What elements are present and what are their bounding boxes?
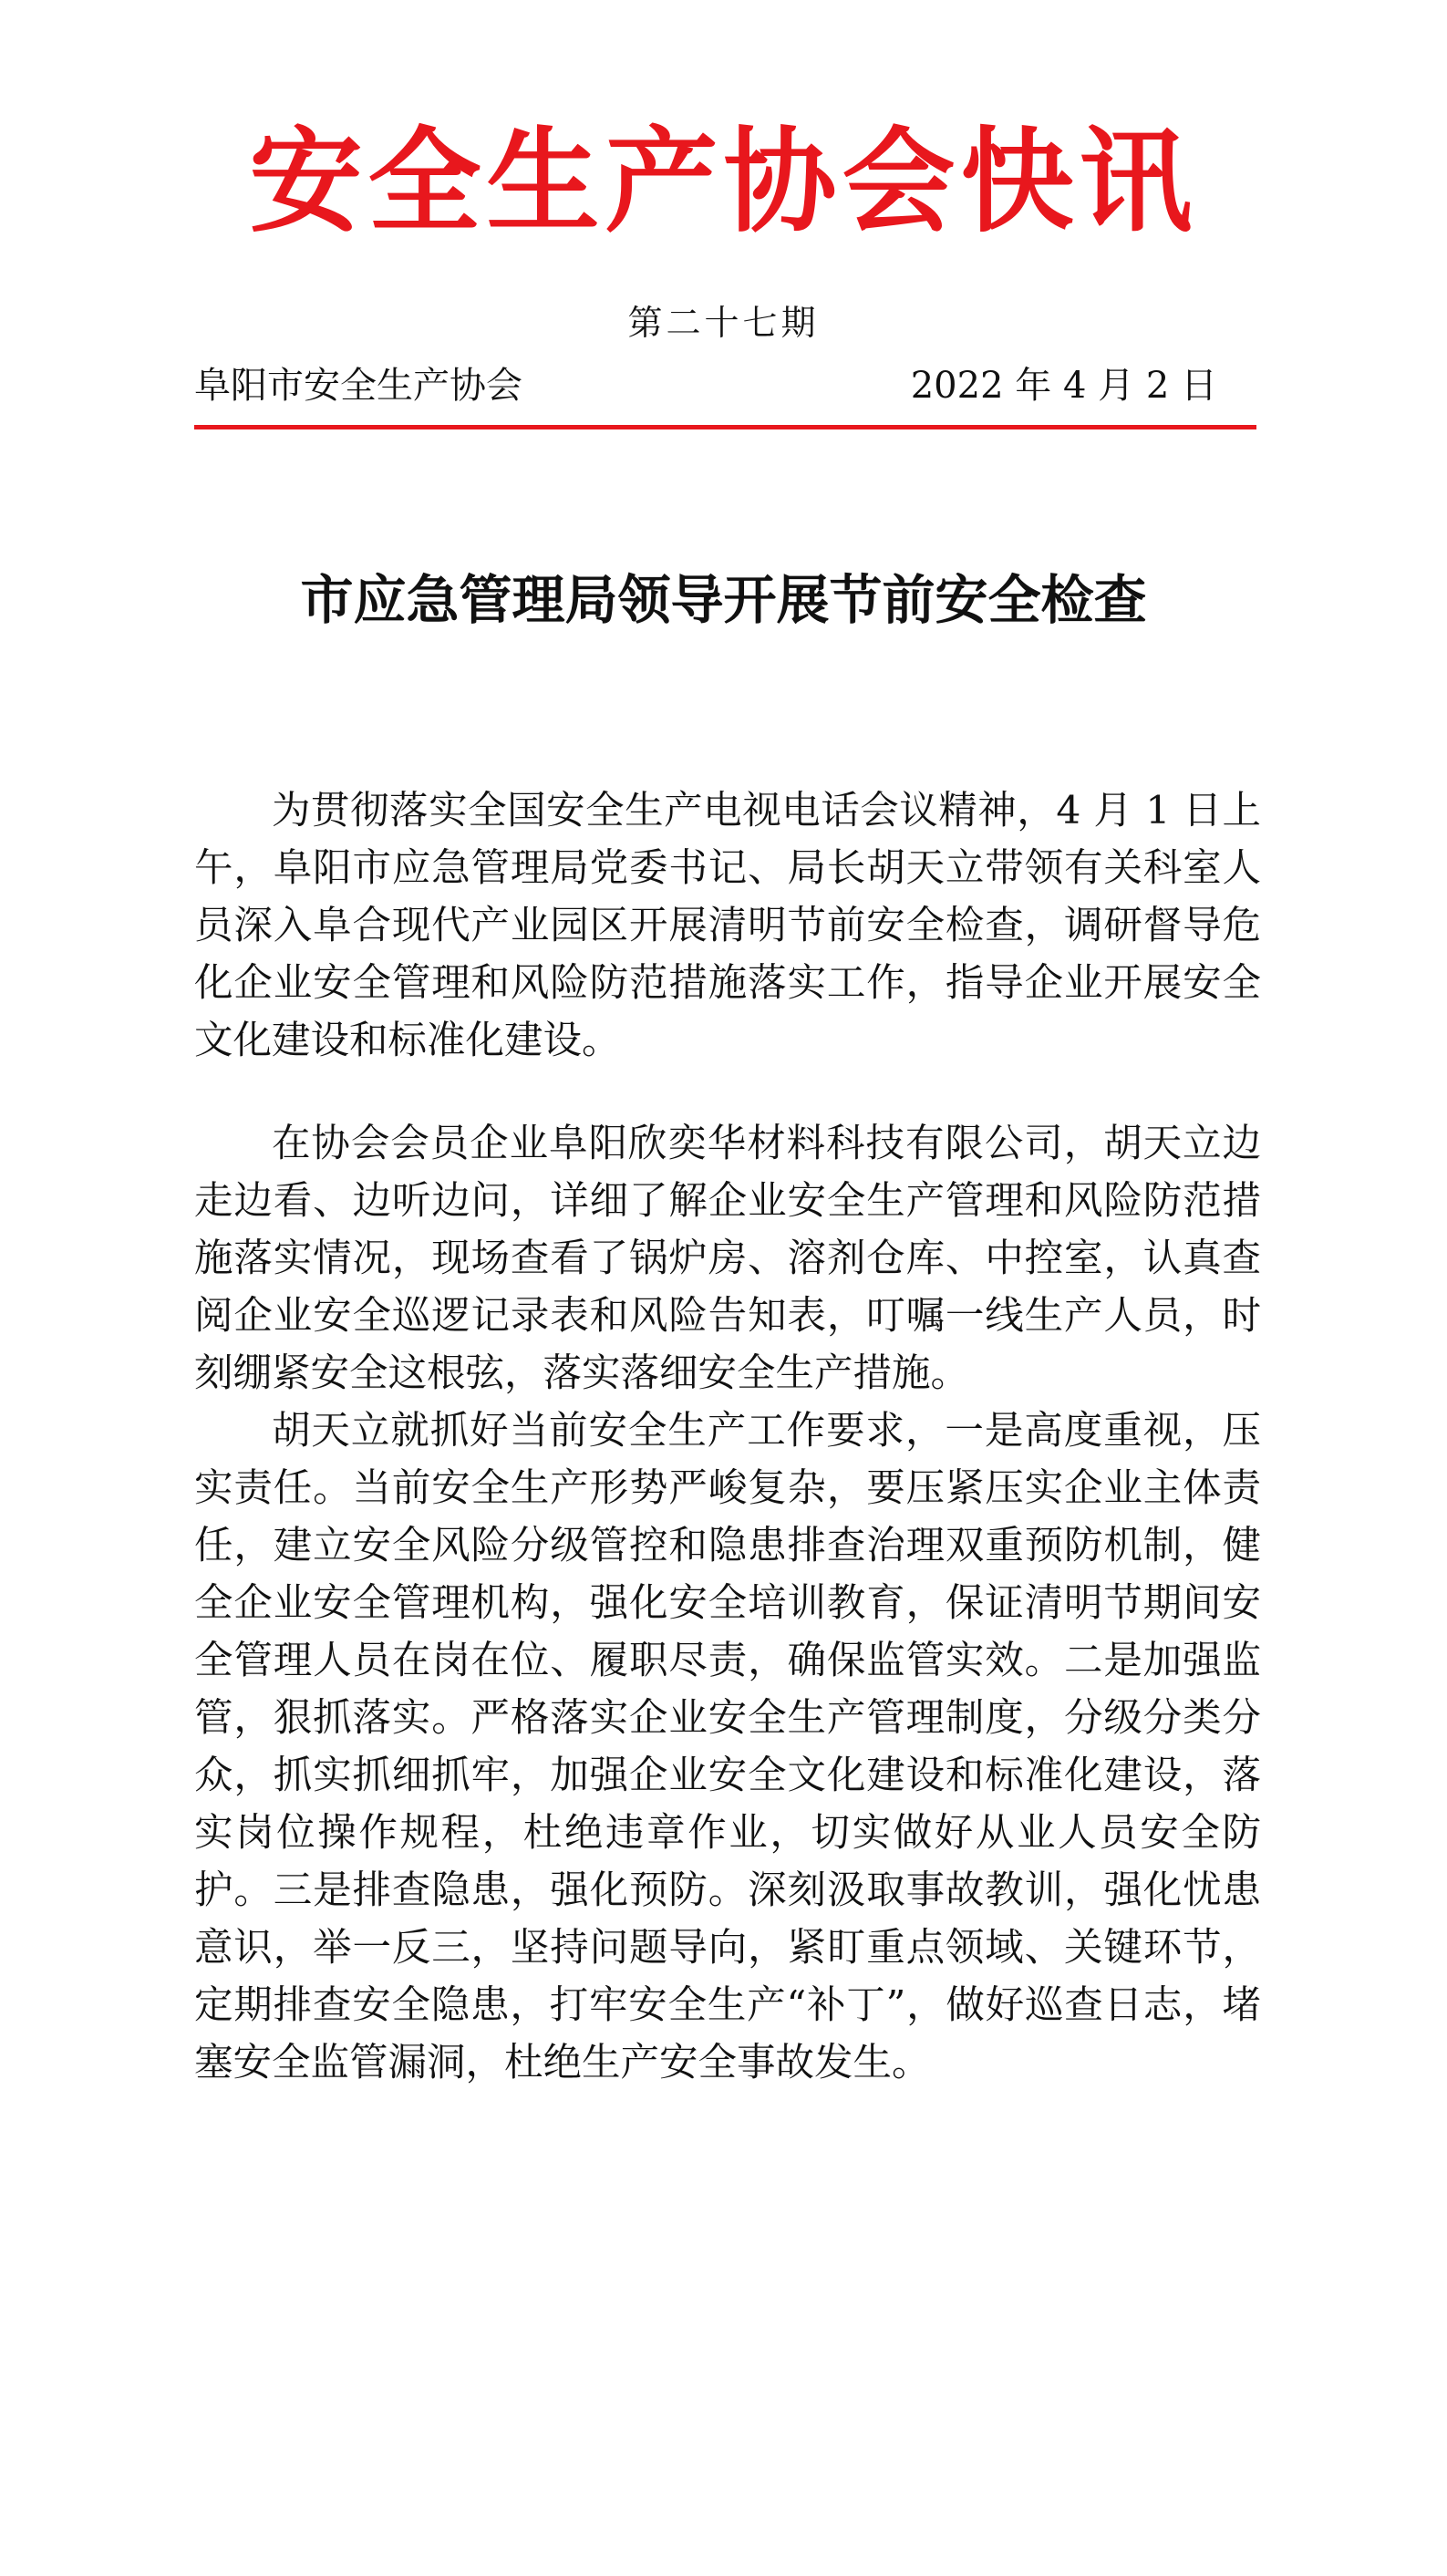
header-divider <box>194 425 1256 429</box>
article-paragraph: 在协会会员企业阜阳欣奕华材料科技有限公司，胡天立边走边看、边听边问，详细了解企业安全生产管理和风险防范措施落实情况，现场查看了锅炉房、溶剂仓库、中控室，认真查阅企业安全巡逻记录表和风险告知表，叮嘱一线生产人员，时刻绷紧安全这根弦，落实落细安全生产措施。 <box>194 1122 1261 1396</box>
masthead-title: 安全生产协会快讯 <box>249 116 1198 248</box>
publication-date: 2022 年 4 月 2 日 <box>910 365 1217 407</box>
article-paragraph: 胡天立就抓好当前安全生产工作要求，一是高度重视，压实责任。当前安全生产形势严峻复杂，要压紧压实企业主体责任，建立安全风险分级管控和隐患排查治理双重预防机制，健全企业安全管理机构，强化安全培训教育，保证清明节期间安全管理人员在岗在位、履职尽责，确保监管实效。二是加强监管，狠抓落实。严格落实企业安全生产管理制度，分级分类分众，抓实抓细抓牢，加强企业安全文化建设和标准化建设，落实岗位操作规程，杜绝违章作业，切实做好从业人员安全防护。三是排查隐患，强化预防。深刻汲取事故教训，强化忧患意识，举一反三，坚持问题导向，紧盯重点领域、关键环节，定期排查安全隐患，打牢安全生产“补丁”，做好巡查日志，堵塞安全监管漏洞，杜绝生产安全事故发生。 <box>194 1409 1261 2085</box>
article-title: 市应急管理局领导开展节前安全检查 <box>300 569 1147 631</box>
publisher-name: 阜阳市安全生产协会 <box>194 365 522 407</box>
publication-info <box>194 363 1217 409</box>
article-paragraph: 为贯彻落实全国安全生产电视电话会议精神，4 月 1 日上午，阜阳市应急管理局党委书记、局长胡天立带领有关科室人员深入阜合现代产业园区开展清明节前安全检查，调研督导危化企业安全管理和风险防范措施落实工作，指导企业开展安全文化建设和标准化建设。 <box>194 789 1261 1063</box>
article-body <box>194 782 1261 2092</box>
issue-number: 第二十七期 <box>627 303 820 343</box>
